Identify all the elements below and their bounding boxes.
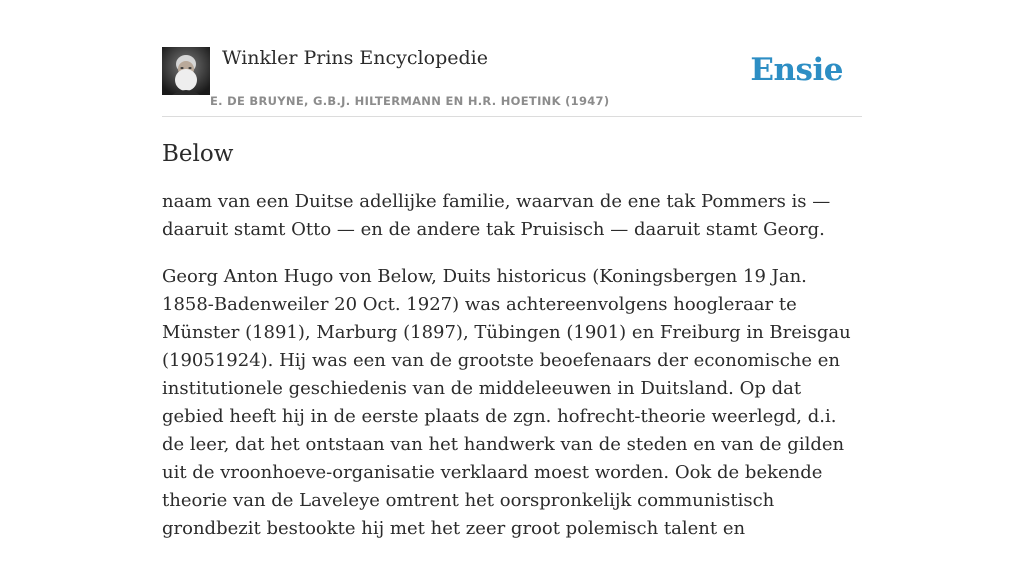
article-body bbox=[162, 138, 862, 562]
author-avatar[interactable] bbox=[162, 47, 210, 95]
article-paragraph: naam van een Duitse adellijke familie, waarvan de ene tak Pommers is — daaruit stamt Otto — en de andere tak Pruisisch — daaruit stamt Georg. bbox=[162, 191, 831, 240]
article-title: Below bbox=[162, 141, 234, 167]
brand-logo[interactable]: Ensie bbox=[750, 52, 843, 88]
publication-authors: E. DE BRUYNE, G.B.J. HILTERMANN EN H.R. HOETINK (1947) bbox=[210, 94, 610, 108]
site-header bbox=[162, 46, 862, 117]
publication-title[interactable]: Winkler Prins Encyclopedie bbox=[222, 47, 488, 69]
article-paragraph: Georg Anton Hugo von Below, Duits historicus (Koningsbergen 19 Jan. 1858-Badenweiler 20 Oct. 1927) was achtereenvolgens hoogleraar te Münster (1891), Marburg (1897), Tübingen (1901) en Freiburg in Breisgau (19051924). Hij was een van de grootste beoefenaars der economische en institutionele geschiedenis van de middeleeuwen in Duitsland. Op dat gebied heeft hij in de eerste plaats de zgn. hofrecht-theorie weerlegd, d.i. de leer, dat het ontstaan van het handwerk van de steden en van de gilden uit de vroonhoeve-organisatie verklaard moest worden. Ook de bekende theorie van de Laveleye omtrent het oorspronkelijk communistisch grondbezit bestookte hij met het zeer groot polemisch talent en bbox=[162, 266, 851, 539]
author-portrait-icon bbox=[162, 47, 210, 95]
